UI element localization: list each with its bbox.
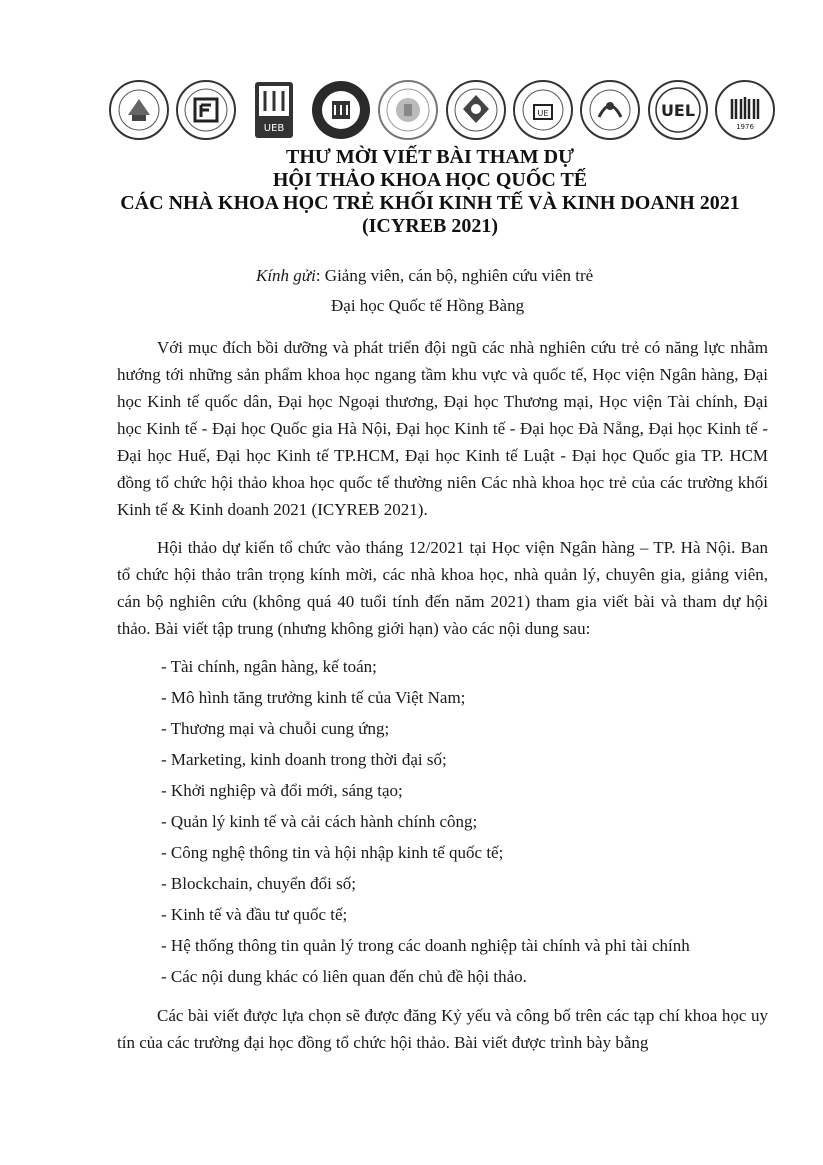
list-item: - Các nội dung khác có liên quan đến chủ đề hội thảo. (161, 967, 527, 986)
list-item: - Công nghệ thông tin và hội nhập kinh tế quốc tế; (161, 843, 504, 862)
logo-tmu (310, 79, 372, 141)
list-item: - Thương mại và chuỗi cung ứng; (161, 719, 390, 738)
topic-list (117, 653, 768, 994)
greeting-label: Kính gửi (256, 266, 316, 285)
logo-uel (647, 79, 709, 141)
list-item: - Kinh tế và đầu tư quốc tế; (161, 905, 348, 924)
list-item: - Tài chính, ngân hàng, kế toán; (161, 657, 377, 676)
list-item: - Quản lý kinh tế và cải cách hành chính công; (161, 812, 478, 831)
logo-ktqd (108, 79, 170, 141)
list-item: - Marketing, kinh doanh trong thời đại số; (161, 750, 447, 769)
logo-bav (377, 79, 439, 141)
svg-text:UEL: UEL (660, 101, 695, 120)
list-item: - Blockchain, chuyển đổi số; (161, 874, 356, 893)
paragraph-schedule: Hội thảo dự kiến tổ chức vào tháng 12/2021 tại Học viện Ngân hàng – TP. Hà Nội. Ban tổ chức hội thảo trân trọng kính mời, các nhà khoa học, nhà quản lý, chuyên gia, giảng viên, cán bộ nghiên cứu (không quá 40 tuổi tính đến năm 2021) tham gia viết bài và tham dự hội thảo. Bài viết tập trung (nhưng không giới hạn) vào các nội dung sau: (117, 538, 768, 638)
logo-due (512, 79, 574, 141)
greeting-line-1 (256, 262, 593, 290)
document-title (100, 146, 760, 238)
paragraph-intro: Với mục đích bồi dưỡng và phát triển đội ngũ các nhà nghiên cứu trẻ có năng lực nhằm hướng tới những sản phẩm khoa học ngang tầm khu vực và quốc tế, Học viện Ngân hàng, Đại học Kinh tế quốc dân, Đại học Ngoại thương, Đại học Thương mại, Học viện Tài chính, Đại học Kinh tế - Đại học Quốc gia Hà Nội, Đại học Kinh tế - Đại học Đà Nẵng, Đại học Kinh tế - Đại học Huế, Đại học Kinh tế TP.HCM, Đại học Kinh tế Luật - Đại học Quốc gia TP. HCM đồng tổ chức hội thảo khoa học quốc tế thường niên Các nhà khoa học trẻ của các trường khối Kinh tế & Kinh doanh 2021 (ICYREB 2021). (117, 338, 768, 519)
title-line-4: (ICYREB 2021) (361, 215, 499, 237)
logo-hce (579, 79, 641, 141)
logo-ueb (243, 79, 305, 141)
document-body (117, 334, 768, 1056)
logo-aof (445, 79, 507, 141)
list-item: - Khởi nghiệp và đổi mới, sáng tạo; (161, 781, 403, 800)
title-line-3: CÁC NHÀ KHOA HỌC TRẺ KHỐI KINH TẾ VÀ KINH DOANH 2021 (120, 192, 740, 214)
greeting-recipient-2: Đại học Quốc tế Hồng Bàng (331, 296, 525, 315)
title-line-1: THƯ MỜI VIẾT BÀI THAM DỰ (286, 146, 574, 168)
svg-text:UE: UE (537, 109, 549, 118)
logo-row (108, 75, 776, 145)
list-item: - Hệ thống thông tin quản lý trong các doanh nghiệp tài chính và phi tài chính (161, 936, 690, 955)
list-item: - Mô hình tăng trưởng kinh tế của Việt Nam; (161, 688, 466, 707)
paragraph-publication: Các bài viết được lựa chọn sẽ được đăng Kỷ yếu và công bố trên các tạp chí khoa học uy tín của các trường đại học đồng tổ chức hội thảo. Bài viết được trình bày bằng (117, 1006, 768, 1052)
greeting-recipient-1: : Giảng viên, cán bộ, nghiên cứu viên trẻ (315, 266, 594, 285)
svg-text:UEB: UEB (263, 123, 284, 134)
title-line-2: HỘI THẢO KHOA HỌC QUỐC TẾ (272, 169, 588, 191)
logo-ueh (714, 79, 776, 141)
logo-ftu (175, 79, 237, 141)
svg-text:1976: 1976 (736, 123, 754, 131)
